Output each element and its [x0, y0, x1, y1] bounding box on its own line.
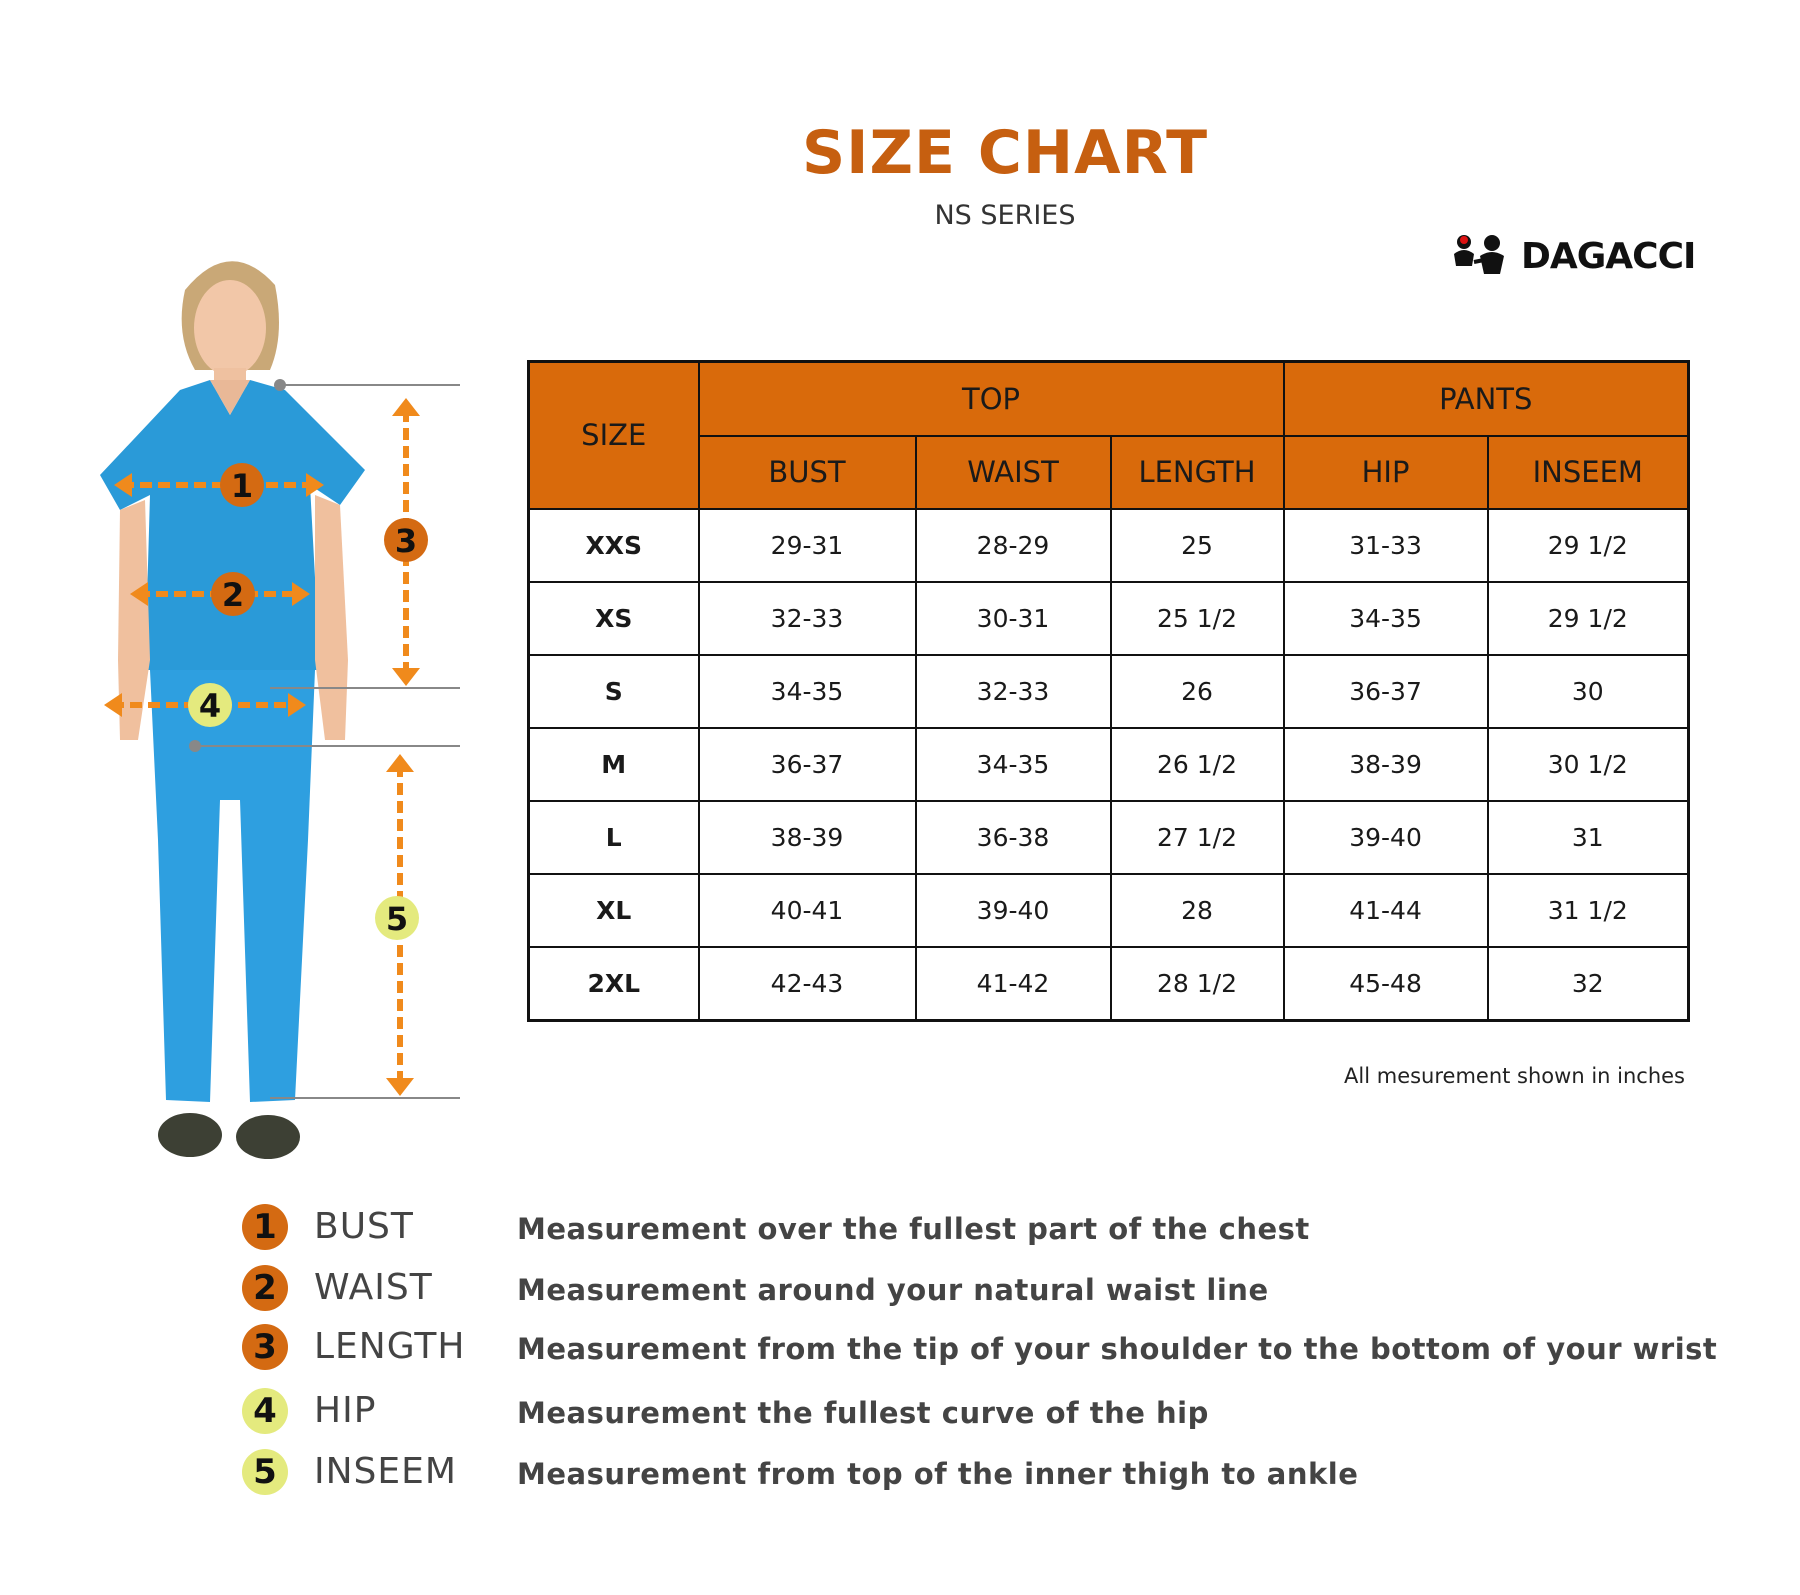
column-header-bust: BUST — [699, 436, 916, 509]
size-label-cell: XXS — [529, 509, 699, 582]
measurement-cell: 39-40 — [916, 874, 1111, 947]
size-table — [527, 360, 1690, 1022]
size-label-cell: 2XL — [529, 947, 699, 1021]
marker-1-label: 1 — [230, 467, 254, 505]
measurement-cell: 36-37 — [1284, 655, 1488, 728]
measurement-cell: 34-35 — [1284, 582, 1488, 655]
marker-3-label: 3 — [394, 522, 418, 560]
marker-2-label: 2 — [221, 576, 245, 614]
legend-name: LENGTH — [314, 1326, 466, 1367]
number-4-icon: 4 — [242, 1388, 288, 1434]
legend-item-bust — [242, 1204, 1742, 1254]
measurement-cell: 40-41 — [699, 874, 916, 947]
legend-description: Measurement over the fullest part of the chest — [517, 1212, 1310, 1246]
measurement-cell: 45-48 — [1284, 947, 1488, 1021]
brand-name: DAGACCI — [1521, 236, 1696, 277]
measurement-cell: 41-44 — [1284, 874, 1488, 947]
measurement-cell: 31 1/2 — [1488, 874, 1689, 947]
measurement-cell: 34-35 — [916, 728, 1111, 801]
number-2-icon: 2 — [242, 1265, 288, 1311]
legend-item-hip — [242, 1388, 1742, 1438]
marker-5-label: 5 — [385, 900, 409, 938]
left-shoe-shape — [158, 1113, 222, 1157]
table-row — [529, 874, 1689, 947]
measurement-cell: 30 1/2 — [1488, 728, 1689, 801]
measurement-cell: 32 — [1488, 947, 1689, 1021]
column-header-length: LENGTH — [1111, 436, 1284, 509]
size-label-cell: L — [529, 801, 699, 874]
face-shape — [194, 280, 266, 376]
size-label-cell: M — [529, 728, 699, 801]
measurement-cell: 29 1/2 — [1488, 509, 1689, 582]
legend-name: HIP — [314, 1390, 377, 1431]
table-row — [529, 655, 1689, 728]
measurement-cell: 30 — [1488, 655, 1689, 728]
legend-name: INSEEM — [314, 1451, 457, 1492]
table-row — [529, 947, 1689, 1021]
table-row — [529, 801, 1689, 874]
scrub-pants-shape — [150, 670, 315, 1102]
legend-description: Measurement from top of the inner thigh to ankle — [517, 1457, 1359, 1491]
model-figure — [90, 240, 490, 1170]
table-row — [529, 509, 1689, 582]
number-5-icon: 5 — [242, 1449, 288, 1495]
measurement-cell: 42-43 — [699, 947, 916, 1021]
size-label-cell: XS — [529, 582, 699, 655]
measurement-cell: 34-35 — [699, 655, 916, 728]
group-header-top: TOP — [699, 362, 1284, 436]
measurement-cell: 26 — [1111, 655, 1284, 728]
legend-item-waist — [242, 1265, 1742, 1315]
measurement-cell: 30-31 — [916, 582, 1111, 655]
measurement-cell: 27 1/2 — [1111, 801, 1284, 874]
size-header: SIZE — [529, 362, 699, 509]
measurement-cell: 29-31 — [699, 509, 916, 582]
table-row — [529, 582, 1689, 655]
measurement-cell: 29 1/2 — [1488, 582, 1689, 655]
measurement-cell: 28 1/2 — [1111, 947, 1284, 1021]
legend-name: WAIST — [314, 1267, 433, 1308]
measurement-cell: 36-38 — [916, 801, 1111, 874]
legend-name: BUST — [314, 1206, 414, 1247]
marker-4-label: 4 — [198, 687, 222, 725]
right-shoe-shape — [236, 1115, 300, 1159]
page-title: SIZE CHART — [801, 118, 1209, 188]
table-row — [529, 728, 1689, 801]
measurement-cell: 36-37 — [699, 728, 916, 801]
group-header-pants: PANTS — [1284, 362, 1689, 436]
measurement-cell: 28-29 — [916, 509, 1111, 582]
measurement-cell: 25 1/2 — [1111, 582, 1284, 655]
measurement-cell: 38-39 — [1284, 728, 1488, 801]
size-table-body — [529, 509, 1689, 1021]
measurement-note: All mesurement shown in inches — [1344, 1064, 1685, 1088]
legend-description: Measurement from the tip of your shoulder to the bottom of your wrist — [517, 1332, 1718, 1366]
measurement-cell: 25 — [1111, 509, 1284, 582]
measurement-cell: 28 — [1111, 874, 1284, 947]
measurement-cell: 31-33 — [1284, 509, 1488, 582]
legend-description: Measurement the fullest curve of the hip — [517, 1396, 1209, 1430]
column-header-inseem: INSEEM — [1488, 436, 1689, 509]
brand-logo — [1450, 232, 1696, 282]
page-subtitle: NS SERIES — [934, 200, 1076, 231]
measurement-cell: 32-33 — [699, 582, 916, 655]
measurement-cell: 32-33 — [916, 655, 1111, 728]
measurement-cell: 38-39 — [699, 801, 916, 874]
right-arm-shape — [315, 495, 348, 740]
measurement-cell: 41-42 — [916, 947, 1111, 1021]
legend-item-inseem — [242, 1449, 1742, 1499]
column-header-waist: WAIST — [916, 436, 1111, 509]
model-illustration — [90, 240, 490, 1170]
family-logo-icon — [1450, 234, 1516, 278]
legend-description: Measurement around your natural waist line — [517, 1273, 1269, 1307]
number-1-icon: 1 — [242, 1204, 288, 1250]
number-3-icon: 3 — [242, 1324, 288, 1370]
measurement-cell: 39-40 — [1284, 801, 1488, 874]
column-header-hip: HIP — [1284, 436, 1488, 509]
measurement-cell: 26 1/2 — [1111, 728, 1284, 801]
size-label-cell: S — [529, 655, 699, 728]
size-label-cell: XL — [529, 874, 699, 947]
legend-item-length — [242, 1324, 1742, 1374]
measurement-cell: 31 — [1488, 801, 1689, 874]
